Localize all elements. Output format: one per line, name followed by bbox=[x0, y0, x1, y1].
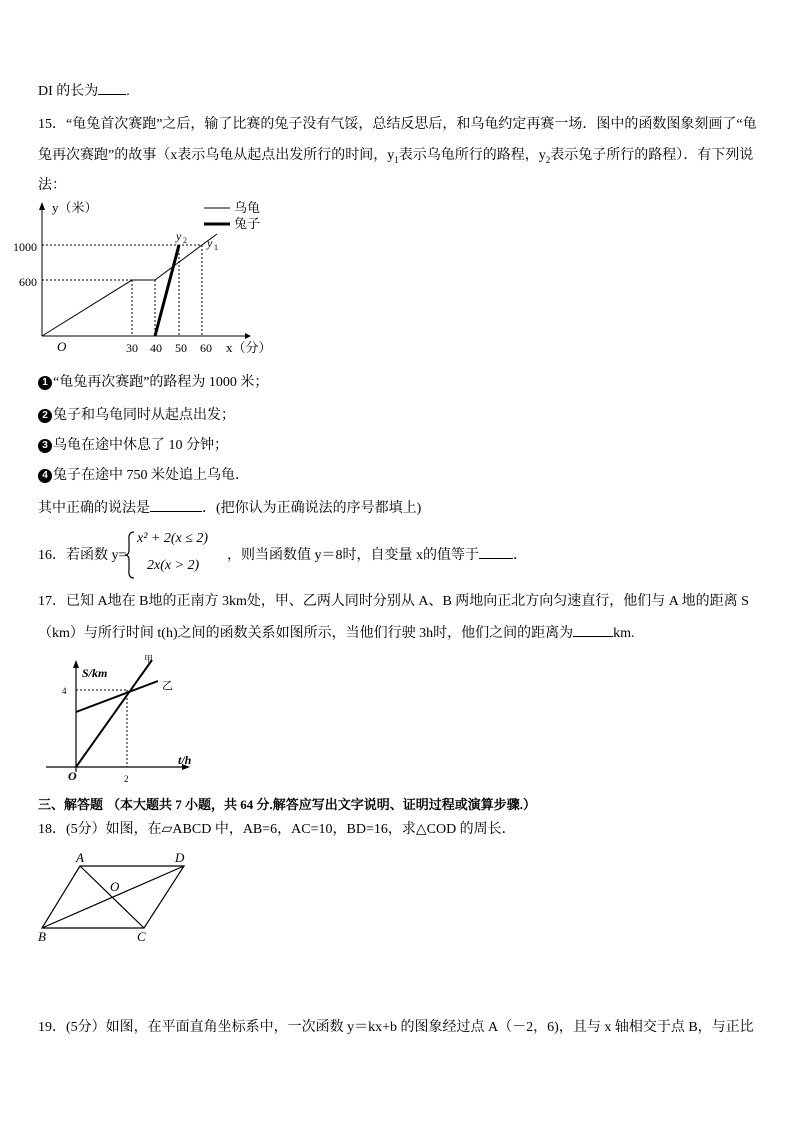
q16-tail: ． bbox=[513, 548, 527, 563]
q17-y-axis-arrow bbox=[73, 660, 79, 668]
q15-line2-part-b: 表示乌龟所行的路程，y bbox=[398, 148, 546, 163]
q15-statement-2 bbox=[38, 406, 235, 426]
q15-xtick-30: 30 bbox=[126, 341, 138, 355]
top-fragment-tail: . bbox=[126, 84, 130, 99]
q16-brace-path bbox=[125, 532, 134, 578]
q17-line2-tail: km. bbox=[613, 626, 635, 641]
q15-line2-part-c: 表示兔子所行的路程）．有下列说 bbox=[550, 148, 754, 163]
q15-x-label: x（分） bbox=[226, 340, 272, 355]
answer-blank-top[interactable] bbox=[98, 80, 126, 95]
q15-statement-1-text: “龟兔再次赛跑”的路程为 1000 米； bbox=[53, 375, 269, 390]
q17-label-jia: 甲 bbox=[144, 654, 154, 664]
q15-origin: O bbox=[57, 339, 67, 354]
q17-xtick-2: 2 bbox=[124, 774, 129, 784]
q15-statement-4 bbox=[38, 466, 249, 486]
q17-answer-blank[interactable] bbox=[573, 622, 613, 637]
q15-ytick-600: 600 bbox=[19, 275, 37, 289]
q16-piece-1: x² + 2(x ≤ 2) bbox=[137, 531, 209, 546]
q17-line2 bbox=[38, 622, 635, 644]
q16-answer-blank[interactable] bbox=[479, 544, 513, 559]
q15-x-axis-arrow bbox=[245, 333, 251, 339]
q15-y-label: y（米） bbox=[52, 200, 98, 215]
q15-line2-part-a: 兔再次赛跑”的故事（x表示乌龟从起点出发所行的时间，y bbox=[38, 148, 395, 163]
q15-line3: 法： bbox=[38, 178, 66, 193]
q17-ytick-4: 4 bbox=[62, 686, 67, 696]
q15-xtick-50: 50 bbox=[175, 341, 187, 355]
section3-title: 三、解答题 bbox=[38, 797, 104, 812]
q15-line1: 15．“龟兔首次赛跑”之后，输了比赛的兔子没有气馁，总结反思后，和乌龟约定再赛一场．图中的函数图象刻画了“龟 bbox=[38, 117, 757, 132]
q15-line2-sub2: 2 bbox=[545, 154, 551, 165]
q15-y-axis-arrow bbox=[39, 202, 45, 210]
q17-line1: 17．已知 A地在 B地的正南方 3km处，甲、乙两人同时分别从 A、B 两地向正北方向匀速直行，他们与 A 地的距离 S bbox=[38, 594, 749, 609]
q16-piece-2: 2x(x > 2) bbox=[147, 558, 200, 573]
q17-x-label: t/h bbox=[178, 753, 192, 767]
q15-label-y2: y bbox=[176, 229, 182, 243]
q15-legend-turtle: 乌龟 bbox=[234, 200, 261, 215]
q18-label-c: C bbox=[137, 929, 146, 944]
q17-origin: O bbox=[68, 769, 77, 783]
q16-prefix: 16．若函数 y= bbox=[38, 548, 127, 563]
q18-parallelogram bbox=[34, 848, 199, 946]
q15-answer-blank[interactable] bbox=[150, 497, 202, 512]
q18-text: 18．(5分）如图，在▱ABCD 中，AB=6，AC=10，BD=16，求△COD 的周长． bbox=[38, 822, 516, 837]
q18-diagonal-bd bbox=[42, 866, 184, 928]
q15-answer-suffix: ．(把你认为正确说法的序号都填上) bbox=[202, 501, 422, 516]
q18-label-o: O bbox=[110, 879, 120, 894]
section3-header bbox=[38, 795, 536, 815]
q15-rabbit-line bbox=[155, 245, 179, 336]
q19-text: 19．(5分）如图，在平面直角坐标系中，一次函数 y＝kx+b 的图象经过点 A（－2，6)，且与 x 轴相交于点 B，与正比 bbox=[38, 1020, 754, 1035]
q17-y-label: S/km bbox=[82, 666, 108, 680]
q15-answer-line bbox=[38, 497, 421, 519]
q15-ytick-1000: 1000 bbox=[13, 240, 37, 254]
q15-statement-4-text: 兔子在途中 750 米处追上乌龟． bbox=[53, 468, 249, 483]
q18-label-b: B bbox=[38, 929, 46, 944]
q17-label-yi: 乙 bbox=[162, 680, 173, 692]
q15-label-y1: y bbox=[207, 236, 213, 250]
q15-line2-sub1: 1 bbox=[394, 154, 399, 165]
q17-line-yi bbox=[76, 681, 158, 712]
q15-label-y1-sub: 1 bbox=[214, 243, 218, 252]
q15-statement-3 bbox=[38, 436, 228, 456]
q17-distance-graph bbox=[40, 652, 210, 787]
q15-statement-1 bbox=[38, 373, 268, 393]
q15-statement-3-text: 乌龟在途中休息了 10 分钟； bbox=[53, 438, 228, 453]
q15-xtick-40: 40 bbox=[150, 341, 162, 355]
q15-turtle-line bbox=[42, 234, 217, 336]
q15-answer-prefix: 其中正确的说法是 bbox=[38, 501, 150, 516]
q15-legend-rabbit: 兔子 bbox=[234, 216, 261, 231]
q15-race-graph bbox=[13, 196, 280, 361]
q17-line2-text: （km）与所行时间 t(h)之间的函数关系如图所示，当他们行驶 3h时，他们之间的距离为 bbox=[38, 626, 574, 641]
q15-line2 bbox=[38, 146, 753, 170]
top-fragment-line bbox=[38, 80, 130, 102]
q15-statement-2-number: 2 bbox=[38, 409, 52, 423]
section3-note: （本大题共 7 小题，共 64 分.解答应写出文字说明、证明过程或演算步骤.） bbox=[107, 797, 537, 812]
q15-label-y2-sub: 2 bbox=[183, 236, 187, 245]
q15-statement-4-number: 4 bbox=[38, 469, 52, 483]
top-fragment-text: DI 的长为 bbox=[38, 84, 99, 99]
q18-label-d: D bbox=[175, 850, 185, 865]
q18-label-a: A bbox=[76, 850, 84, 865]
q16-middle-line bbox=[227, 544, 527, 564]
q15-statement-2-text: 兔子和乌龟同时从起点出发； bbox=[53, 408, 235, 423]
q15-xtick-60: 60 bbox=[200, 341, 212, 355]
q16-middle: ，则当函数值 y＝8时，自变量 x的值等于 bbox=[227, 548, 479, 563]
q15-statement-1-number: 1 bbox=[38, 376, 52, 390]
q15-statement-3-number: 3 bbox=[38, 439, 52, 453]
q16-brace bbox=[124, 530, 136, 580]
